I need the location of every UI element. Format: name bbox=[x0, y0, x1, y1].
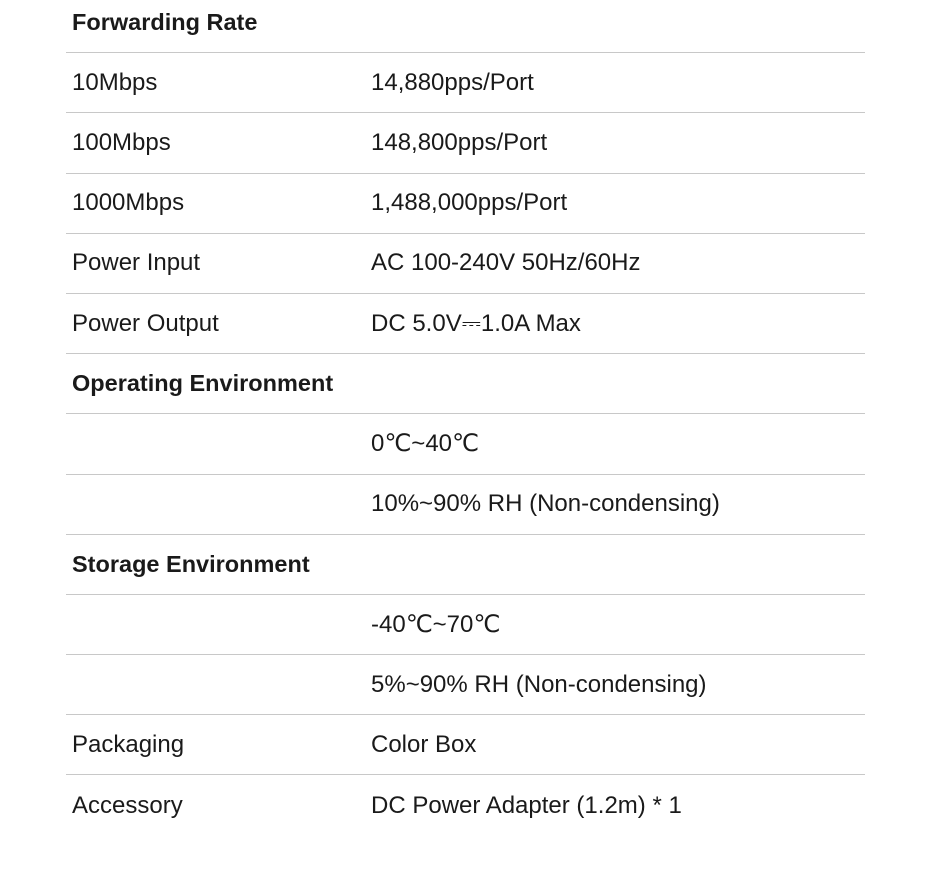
spec-label: 10Mbps bbox=[72, 68, 158, 96]
spec-row-1000mbps bbox=[66, 174, 865, 234]
spec-value: DC 5.0V⎓1.0A Max bbox=[371, 309, 581, 337]
spec-label: Power Input bbox=[72, 249, 201, 277]
spec-value: 5%~90% RH (Non-condensing) bbox=[371, 670, 707, 698]
section-heading: Operating Environment bbox=[72, 370, 334, 397]
spec-row-power-output bbox=[66, 294, 865, 354]
spec-label: Accessory bbox=[72, 791, 183, 819]
spec-row-storage-environment bbox=[66, 535, 865, 595]
spec-row-storage-temperature bbox=[66, 595, 865, 655]
spec-value: 1,488,000pps/Port bbox=[371, 189, 568, 217]
spec-value: AC 100-240V 50Hz/60Hz bbox=[371, 249, 641, 277]
spec-value: DC Power Adapter (1.2m) * 1 bbox=[371, 791, 682, 819]
spec-row-100mbps bbox=[66, 113, 865, 173]
spec-value: 148,800pps/Port bbox=[371, 128, 548, 156]
spec-value: Color Box bbox=[371, 730, 477, 758]
spec-row-accessory bbox=[66, 775, 865, 835]
section-heading: Forwarding Rate bbox=[72, 9, 258, 36]
spec-row-packaging bbox=[66, 715, 865, 775]
spec-row-operating-temperature bbox=[66, 414, 865, 474]
spec-row-storage-humidity bbox=[66, 655, 865, 715]
spec-value: 0℃~40℃ bbox=[371, 430, 479, 458]
section-heading: Storage Environment bbox=[72, 550, 310, 577]
spec-table bbox=[66, 0, 865, 836]
spec-row-10mbps bbox=[66, 53, 865, 113]
spec-label: 100Mbps bbox=[72, 128, 171, 156]
spec-label: Power Output bbox=[72, 309, 219, 337]
spec-value: -40℃~70℃ bbox=[371, 610, 501, 638]
spec-row-operating-humidity bbox=[66, 475, 865, 535]
spec-value: 10%~90% RH (Non-condensing) bbox=[371, 490, 720, 518]
spec-label: 1000Mbps bbox=[72, 189, 185, 217]
spec-row-operating-environment bbox=[66, 354, 865, 414]
spec-label: Packaging bbox=[72, 730, 185, 758]
spec-value: 14,880pps/Port bbox=[371, 68, 534, 96]
spec-row-power-input bbox=[66, 234, 865, 294]
spec-row-forwarding-rate bbox=[66, 0, 865, 53]
